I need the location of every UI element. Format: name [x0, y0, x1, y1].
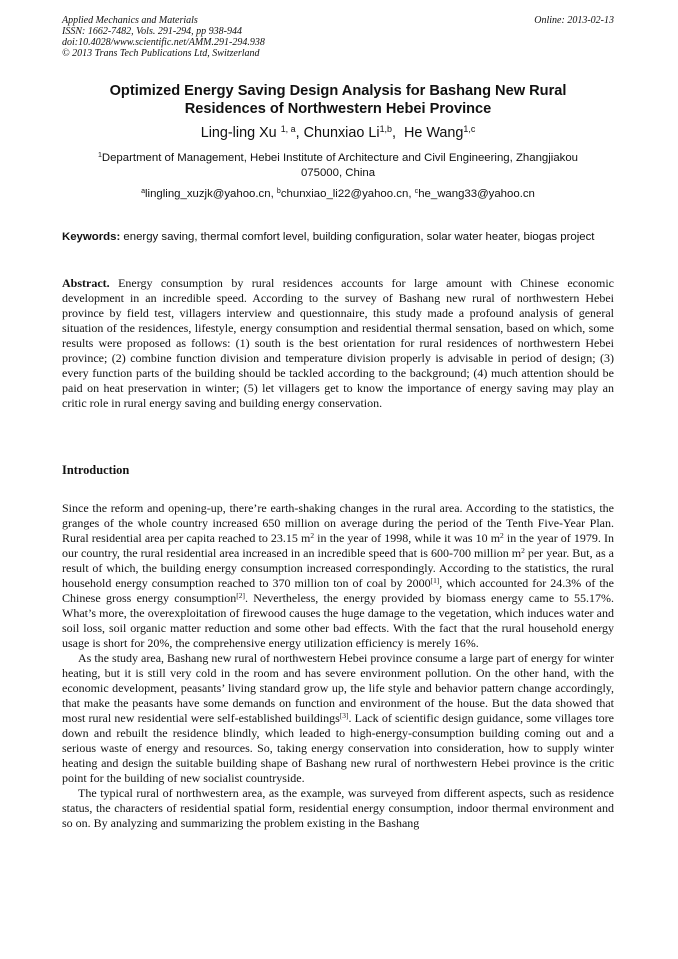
keywords-label: Keywords: — [62, 231, 121, 243]
text-run: in the year of 1979. In our country, the rural residential area increased in an incredible speed that is 600-700 million m — [62, 531, 614, 560]
text-run: . Lack of scientific design guidance, some villages tore down and rebuilt the residence blindly, which leaded to high-energy-consumption building coming out and a serious waste of energy and resources. So, taking energy conservation into consideration, how to supply winter heating and design the suitable building shape of Bashang new rural of northwestern Hebei province is the critic point for the building of new socialist countryside. — [62, 711, 614, 785]
author-affil-mark: 1, a — [280, 124, 296, 135]
paragraph-2 — [62, 651, 614, 786]
citation-ref[interactable]: [1] — [430, 575, 440, 585]
paragraph-3: The typical rural of northwestern area, as the example, was surveyed from different aspects, such as residence status, the characters of residential spatial form, residential energy consumption, indoor thermal environment and so on. By analyzing and summarizing the problem existing in the Bashang — [62, 786, 614, 830]
title-line-2: Residences of Northwestern Hebei Province — [184, 101, 492, 117]
abstract-label: Abstract. — [62, 276, 110, 290]
author-name: Ling-ling Xu — [200, 125, 277, 141]
online-date: Online: 2013-02-13 — [534, 15, 614, 26]
email-separator: , — [408, 188, 415, 200]
author-name: He Wang — [403, 125, 464, 141]
journal-name: Applied Mechanics and Materials — [62, 15, 198, 26]
affiliation — [62, 151, 614, 181]
email-mark: a — [141, 188, 146, 196]
text-run: per year. But, as a result of which, the building energy consumption increased correspondingly. According to the statistics, the rural household energy consumption reached to 370 million ton of coal by 2000 — [62, 546, 615, 590]
text-run: As the study area, Bashang new rural of northwestern Hebei province consume a large part of energy for winter heating, but it is still very cold in the room and has severe environment pollution. On the other hand, with the economic development, peasants’ living standard grow up, the life style and behavior pattern change accordingly, that make the peasants have some demands on function and environment of the house. But the data showed that most rural new residential were self-established buildings — [62, 651, 614, 725]
author-separator: , — [391, 125, 404, 141]
author-list — [62, 124, 614, 142]
email-address[interactable]: chunxiao_li22@yahoo.cn — [280, 188, 409, 200]
section-heading: Introduction — [62, 463, 130, 477]
paper-title — [62, 82, 614, 118]
copyright-line: © 2013 Trans Tech Publications Ltd, Switzerland — [62, 48, 260, 59]
affiliation-mark: 1 — [97, 152, 102, 160]
issn-line: ISSN: 1662-7482, Vols. 291-294, pp 938-944 — [62, 26, 242, 37]
affiliation-line-1: Department of Management, Hebei Institute of Architecture and Civil Engineering, Zhangjiakou — [101, 152, 579, 164]
title-line-1: Optimized Energy Saving Design Analysis for Bashang New Rural — [109, 83, 567, 99]
superscript: 2 — [500, 530, 504, 540]
email-address[interactable]: he_wang33@yahoo.cn — [418, 188, 535, 200]
affiliation-line-2: 075000, China — [300, 167, 376, 179]
keywords-text: energy saving, thermal comfort level, building configuration, solar water heater, biogas project — [120, 231, 595, 243]
citation-ref[interactable]: [2] — [236, 590, 245, 600]
text-run: Since the reform and opening-up, there’re earth-shaking changes in the rural area. According to the statistics, the granges of the whole country increased 650 million on average during the period of the Tenth Five-Year Plan. Rural residential area per capita reached to 23.15 m — [62, 501, 614, 545]
author-name: Chunxiao Li — [303, 125, 380, 141]
email-separator: , — [270, 188, 277, 200]
journal-header — [62, 15, 614, 59]
doi-line: doi:10.4028/www.scientific.net/AMM.291-294.938 — [62, 37, 265, 48]
author-affil-mark: 1,b — [379, 124, 392, 135]
text-run: , which accounted for 24.3% of the Chinese gross energy consumption — [62, 576, 615, 605]
author-separator: , — [295, 125, 304, 141]
superscript: 2 — [310, 530, 315, 540]
introduction-body — [62, 501, 614, 831]
email-mark: b — [276, 188, 281, 196]
paragraph-1 — [62, 501, 614, 651]
author-affil-mark: 1,c — [463, 124, 476, 135]
abstract — [62, 276, 614, 411]
abstract-text: Energy consumption by rural residences accounts for large amount with Chinese economic development in an incredible speed. According to the survey of Bashang new rural of northwestern Hebei province by field test, villagers interview and questionnaire, this study made a profound analysis of general situation of the residences, lifestyle, energy consumption and residential thermal sensation, based on which, some results were proposed as follows: (1) south is the best orientation for rural residences of northwestern Hebei province; (2) combine function division and temperature division properly is advisable in period of design; (3) every function parts of the building should be tackled according to the background; (4) much attention should be paid on heat preservation in winter; (5) let villagers get to know the importance of energy saving may play an critic role in rural energy saving and building energy conservation. — [62, 276, 614, 410]
text-run: in the year of 1998, while it was 10 m — [314, 531, 501, 545]
email-address[interactable]: lingling_xuzjk@yahoo.cn — [145, 188, 271, 200]
superscript: 2 — [521, 545, 525, 555]
email-mark: c — [414, 188, 419, 196]
text-run: . Nevertheless, the energy provided by biomass energy came to 55.17%. What’s more, the overexploitation of firewood causes the huge damage to the vegetation, which induces water and soil loss, soil organic matter reduction and some other bad effects. With the fact that the rural household energy usage is short for 20%, the comprehensive energy utilization efficiency is merely 16%. — [62, 591, 614, 650]
citation-ref[interactable]: [3] — [339, 710, 349, 720]
keywords — [62, 230, 614, 245]
email-list — [62, 187, 614, 202]
